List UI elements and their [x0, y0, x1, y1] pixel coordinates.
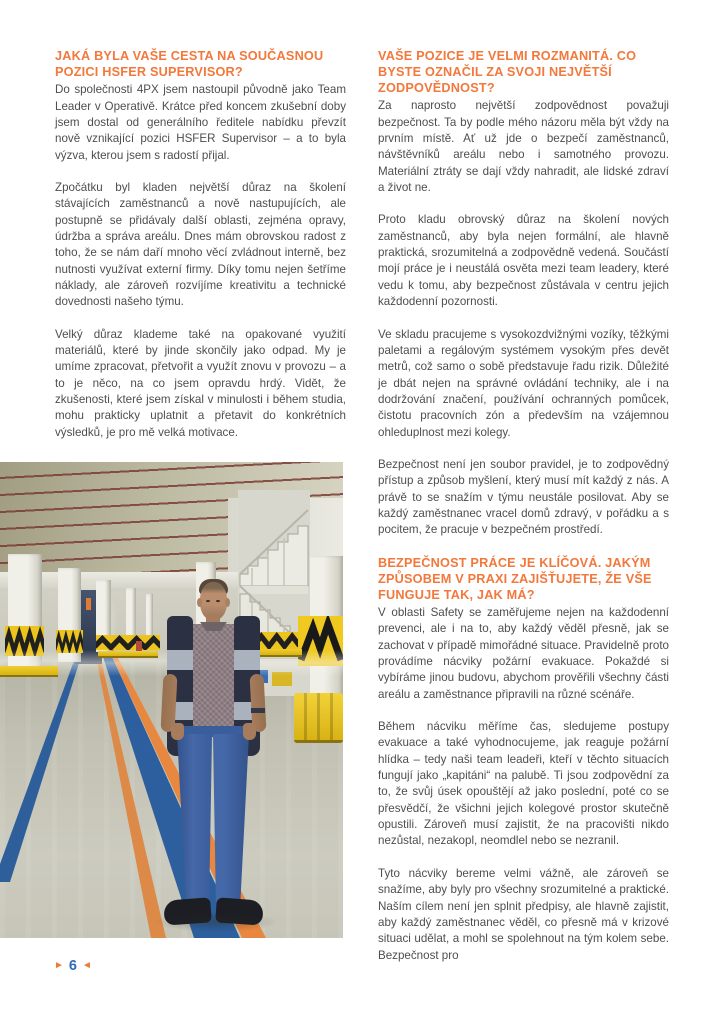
floor-shadow [154, 912, 278, 932]
eye [206, 600, 210, 602]
paragraph: Během nácviku měříme čas, sledujeme postupy evakuace a také vyhodnocujeme, jak reaguje požární hlídka – tedy naši team leadeři, kteří v těchto situacích fungují jako „kapitáni“ na palubě. Ti jsou zodpovědní za to, že svůj úsek opouštějí až jako poslední, poté co se přesvědčí, že všichni jejich kolegové prostor skutečně opustili. Zároveň musí zajistit, že na pracovišti nikdo nezůstal, nezakopl, neomdlel nebo se nezranil. [378, 720, 669, 848]
paragraph: Ve skladu pracujeme s vysokozdvižnými vozíky, těžkými paletami a regálovým systémem vysokým přes devět metrů, což samo o sobě představuje řadu rizik. Důležité je dbát nejen na správné ovládání techniky, ale i na dodržování značení, používání ochranných pomůcek, čistotu pracovních zón a především na vzájemnou ohleduplnost mezi kolegy. [378, 327, 669, 439]
hand [243, 723, 256, 740]
face [200, 582, 227, 620]
paragraph: Bezpečnost není jen soubor pravidel, je to zodpovědný přístup a způsob myšlení, který musí mít každý z nás. A právě to se snažím v týmu neustále posilovat. Aby se každý zaměstnanec vracel domů zdravý, v pořádku a s pocitem, že pracuje v bezpečném prostředí. [378, 457, 669, 537]
question-heading: BEZPEČNOST PRÁCE JE KLÍČOVÁ. JAKÝM ZPŮSOBEM V PRAXI ZAJIŠŤUJETE, ŽE VŠE FUNGUJE TAK, JAK MÁ? [378, 555, 652, 602]
ear [197, 598, 202, 607]
paragraph: Zpočátku byl kladen největší důraz na školení stávajících zaměstnanců a nově nastupujících, ale postupně se přidávaly další oblasti, zejména opravy, údržba a správa areálu. Dnes mám obrovskou radost z toho, že se nám daří mnoho věcí zvládnout interně, bez nutnosti využívat externí firmy. Díky tomu nejen šetříme náklady, ale zároveň rozvíjíme kreativitu a technické dovednosti našeho týmu. [55, 180, 346, 309]
paragraph: Za naprosto největší zodpovědnost považuji bezpečnost. Ta by podle mého názoru měla být vždy na prvním místě. Ať už jde o bezpečí zaměstnanců, návštěvníků areálu nebo i samotného provozu. Materiální ztráty se dají vždy nahradit, ale lidské zdraví a život ne. [378, 99, 669, 195]
ear [225, 598, 230, 607]
question-heading: VAŠE POZICE JE VELMI ROZMANITÁ. CO BYSTE OZNAČIL ZA SVOJI NEJVĚTŠÍ ZODPOVĚDNOST? [378, 49, 637, 96]
paragraph: V oblasti Safety se zaměřujeme nejen na každodenní prevenci, ale i na to, aby každý věděl přesně, jak se zachovat v případě mimořádné situace. Pravidelně proto provádíme nácviky požární evakuace. Pokaždé si vybíráme jinou budovu, abychom prověřili všechny části areálu a zaměstnance připravili na různé scénáře. [378, 606, 669, 701]
right-column [378, 48, 669, 980]
paragraph: Proto kladu obrovský důraz na školení nových zaměstnanců, aby byla nejen formální, ale hlavně praktická, srozumitelná a zodpovědně vedená. Součástí mojí práce je i neustálá osvěta mezi team leadery, které vedu k tomu, aby bezpečnost zůstávala v centru jejich každodenní pozornosti. [378, 213, 669, 309]
jeans-leg [177, 734, 212, 902]
jeans-leg [213, 734, 249, 902]
supervisor-portrait [0, 462, 343, 938]
eye [216, 600, 220, 602]
page-number-value: 6 [68, 958, 77, 974]
hand [171, 723, 184, 740]
paragraph: Do společnosti 4PX jsem nastoupil původně jako Team Leader v Operativě. Krátce před koncem zkušební doby jsem dostal od generálního ředitele nabídku převzít nově vznikající pozici HSFER Supervisor – a to byla výzva, kterou jsem s radostí přijal. [55, 83, 346, 162]
interview-photo [0, 462, 343, 938]
paragraph: Velký důraz klademe také na opakované využití materiálů, které by jinde skončily jako odpad. My je umíme zpracovat, přetvořit a využít znovu v provozu – a to je něco, na co jsem opravdu hrdý. Vidět, že zkušenosti, které jsem získal v minulosti i během studia, mohu prakticky uplatnit a přetavit do konkrétních výsledků, je pro mě velká motivace. [55, 327, 346, 439]
left-column [55, 48, 346, 457]
wristwatch [251, 708, 265, 713]
arrow-left-icon: ◄ [81, 960, 92, 972]
page-number [54, 959, 92, 974]
question-heading: JAKÁ BYLA VAŠE CESTA NA SOUČASNOU POZICI HSFER SUPERVISOR? [55, 49, 324, 80]
paragraph: Tyto nácviky bereme velmi vážně, ale zároveň se snažíme, aby byly pro všechny srozumitelné a praktické. Naším cílem není jen splnit předpisy, ale hlavně zajistit, aby každý zaměstnanec věděl, co přesně má v krizové situaci udělat, a mohl se spolehnout na tým kolem sebe. Bezpečnost pro [378, 866, 669, 962]
arrow-right-icon: ► [54, 960, 64, 972]
